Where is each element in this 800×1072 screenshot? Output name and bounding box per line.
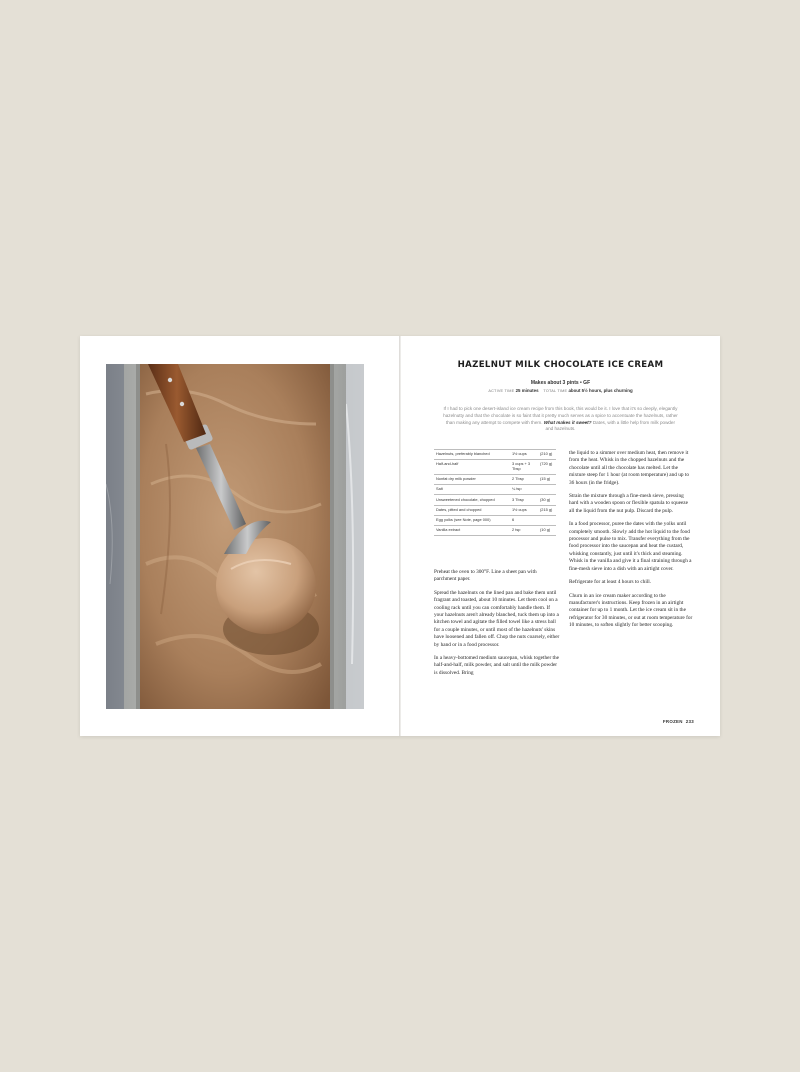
ingredient-row [434,495,556,505]
sweet-answer: Dates, with a little help from milk powder and hazelnuts. [545,419,676,432]
active-time-value: 25 minutes [515,388,539,393]
sweet-question: What makes it sweet? [543,419,592,425]
ingredient-quantity: 1½ cups [510,450,538,460]
ingredient-metric: (210 g) [538,450,556,460]
ingredient-name: Hazelnuts, preferably blanched [434,450,510,460]
method-step: Churn in an ice cream maker according to the manufacturer's instructions. Keep frozen in an airtight container for up to 1 month. Let the ice cream sit in the refrigerator for 30 minutes, or out at room temperature for 10 minutes, to soften slightly for better scooping. [569,592,693,629]
ingredient-quantity: 3 cups + 3 Tbsp [510,460,538,475]
ingredient-row [434,450,556,460]
left-page [80,336,399,736]
headnote [443,406,678,433]
ingredient-metric [538,515,556,525]
active-time-label: ACTIVE TIME [488,389,515,393]
ingredient-metric: (15 g) [538,474,556,484]
ingredient-metric: (720 g) [538,460,556,475]
ingredient-quantity: 2 Tbsp [510,474,538,484]
ingredient-row [434,525,556,535]
ingredients-table [434,449,556,536]
ingredient-metric: (215 g) [538,505,556,515]
ingredient-quantity: 6 [510,515,538,525]
method-step: Refrigerate for at least 4 hours to chill. [569,579,652,586]
method-step: In a heavy-bottomed medium saucepan, whisk together the half-and-half, milk powder, and salt until the milk powder is dissolved. Bring [434,655,560,676]
ice-cream-photo [106,364,364,709]
ingredient-name: Salt [434,485,510,495]
ingredient-quantity: 1½ cups [510,505,538,515]
ingredient-metric: (10 g) [538,525,556,535]
method-step: Strain the mixture through a fine-mesh sieve, pressing hard with a wooden spoon or flexible spatula to squeeze all the liquid from the nut pulp. Discard the pulp. [569,493,688,514]
ingredient-name: Vanilla extract [434,525,510,535]
ingredient-name: Dates, pitted and chopped [434,505,510,515]
page-number: 233 [685,719,694,724]
total-time-label: TOTAL TIME [543,389,568,393]
method-step: Preheat the oven to 300°F. Line a sheet pan with parchment paper. [434,569,537,583]
ingredient-row [434,460,556,475]
ingredient-row [434,515,556,525]
ingredient-quantity: 3 Tbsp [510,495,538,505]
book-spread [80,336,720,736]
recipe-title: HAZELNUT MILK CHOCOLATE ICE CREAM [457,360,664,370]
total-time-value: about 5½ hours, plus churning [568,388,633,393]
method-step: the liquid to a simmer over medium heat, then remove it from the heat. Whisk in the chopped hazelnuts and the chocolate until all the chocolate has melted. Let the mixture steep for 1 hour (at room temperature) and up to 36 hours (in the fridge). [569,450,690,486]
ingredient-metric [538,485,556,495]
method-column-right [569,450,693,636]
ingredient-row [434,474,556,484]
ingredient-quantity: 2 tsp [510,525,538,535]
ingredient-metric: (30 g) [538,495,556,505]
recipe-times [401,388,720,393]
ingredient-row [434,485,556,495]
right-page [401,336,720,736]
ingredient-name: Half-and-half [434,460,510,475]
method-step: In a food processor, puree the dates with the yolks until completely smooth. Slowly add the hot liquid to the food processor and pulse to mix. Transfer everything from the food processor into the saucepan and heat the custard, whisking constantly, just until it's thick and steaming. Whisk in the vanilla and give it a final straining through a fine-mesh sieve into a dish with an airtight cover. [569,521,692,572]
footer-section: FROZEN [662,719,683,724]
ingredient-name: Unsweetened chocolate, chopped [434,495,510,505]
ingredient-quantity: ¼ tsp [510,485,538,495]
ingredient-name: Egg yolks (see Note, page 000) [434,515,510,525]
headnote-text: If I had to pick one desert-island ice cream recipe from this book, this would be it. I love that it's so deeply, elegantly hazelnutty and that the chocolate is so faint that it pretty much serves as a spice to accentuate the hazelnuts, rather than making any attempt to compete with them. [443,406,678,425]
ingredient-row [434,505,556,515]
method-column-left [434,569,560,683]
recipe-yield: Makes about 3 pints • GF [530,380,591,386]
method-step: Spread the hazelnuts on the lined pan and bake them until fragrant and toasted, about 10 minutes. Let them cool on a cooling rack until you can comfortably handle them. If your hazelnuts aren't already blanched, tuck them up into a kitchen towel and agitate the filled towel like a stress ball for a couple minutes, or until most of the hazelnuts' skins have loosened and fallen off. Chop the nuts coarsely, either by hand or in a food processor. [434,589,560,648]
ingredient-name: Nonfat dry milk powder [434,474,510,484]
page-footer [663,719,694,724]
